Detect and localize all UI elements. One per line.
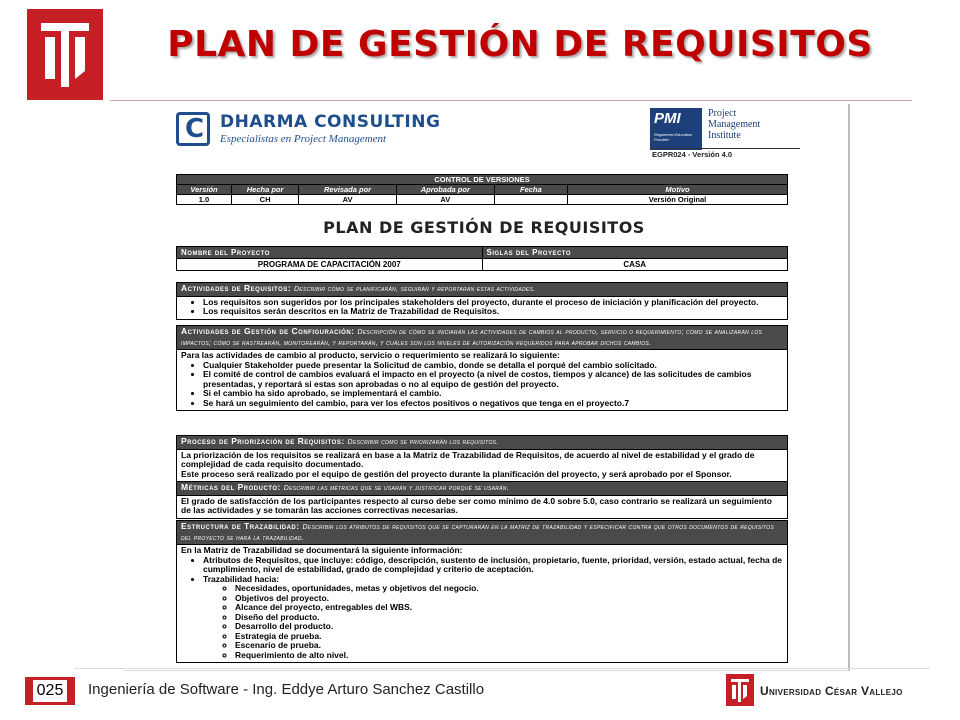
ucv-shield-icon xyxy=(27,9,103,100)
header-divider xyxy=(650,148,800,149)
plan-title: PLAN DE GESTIÓN DE REQUISITOS xyxy=(323,218,645,237)
slide-title: PLAN DE GESTIÓN DE REQUISITOS xyxy=(167,24,873,65)
list-item: • Los requisitos son sugeridos por los principales stakeholders del proyecto, durante el proceso de iniciación y planificación del proyecto. xyxy=(203,298,783,308)
list-item: • Atributos de Requisitos, que incluye: código, descripción, sustento de inclusión, propietario, fuente, prioridad, versión, estado actual, fecha de cumplimiento, nivel de estabilidad, grado de complejidad y criterio de aceptación. xyxy=(203,556,783,575)
versions-title: CONTROL DE VERSIONES xyxy=(177,175,788,185)
list-item: • El comité de control de cambios evaluará el impacto en el proyecto (a nivel de costos, tiempos y alcance) de las solicitudes de cambios presentadas, y reportará si estas son aprobadas o no al equipo de gestión del proyecto. xyxy=(203,370,783,389)
section-paragraph: La priorización de los requisitos se realizará en base a la Matriz de Trazabilidad de Requisitos, de acuerdo al nivel de estabilidad y el grado de complejidad de cada requisito documentado. xyxy=(181,449,755,469)
list-item: • Cualquier Stakeholder puede presentar la Solicitud de cambio, donde se detalla el porqué del cambio solicitado. xyxy=(203,361,783,371)
versions-header: Fecha xyxy=(494,185,567,195)
versions-cell: AV xyxy=(396,195,494,205)
versions-cell: Versión Original xyxy=(568,195,788,205)
section-subtitle: Describir los atributos de requisitos que se capturarán en la matriz de trazabilidad y especificar contra que otros documentos de requisitos del proyecto se hará la trazabilidad. xyxy=(181,524,775,542)
ucv-footer-logo xyxy=(726,674,932,708)
pmi-name-line: Management xyxy=(708,119,761,130)
section-paragraph: Este proceso será realizado por el equipo de gestión del proyecto durante la planificación del proyecto, y será aprobado por el Sponsor. xyxy=(181,468,732,479)
section-subtitle: Descripción de cómo se iniciarán las actividades de cambios al producto, servicio o requerimiento; cómo se analizarán los impactos; cómo se rastrearán, monitorearán, y reportarán, y cuáles son los niveles de autorización requeridos para aprobar dichos cambios. xyxy=(181,329,763,347)
document-code: EGPR024 - Versión 4.0 xyxy=(652,150,733,159)
pmi-mark-icon xyxy=(650,108,702,150)
section-title: Estructura de Trazabilidad: xyxy=(181,521,300,531)
page-number-text: 025 xyxy=(33,680,68,702)
versions-header: Hecha por xyxy=(231,185,298,195)
sub-list-item: ◦ Escenario de prueba. xyxy=(235,641,783,651)
sub-list-item: ◦ Desarrollo del producto. xyxy=(235,622,783,632)
section-subtitle: Describir las métricas que se usarán y justificar porqué se usarán. xyxy=(283,485,509,492)
page-number xyxy=(25,677,75,705)
versions-cell xyxy=(494,195,567,205)
title-divider xyxy=(110,100,912,101)
section-subtitle: Describir como se priorizarán los requisitos. xyxy=(347,439,499,446)
section-paragraph: El grado de satisfacción de los participantes respecto al curso debe ser como mínimo de 4.0 sobre 5.0, caso contrario se realizará un seguimiento de las actividades y se tomarán las acciones correctivas necesarias. xyxy=(181,495,772,515)
list-item: • Trazabilidad hacia: xyxy=(203,575,783,585)
sub-list-item: ◦ Diseño del producto. xyxy=(235,613,783,623)
section-prioritization xyxy=(176,435,788,482)
versions-header: Revisada por xyxy=(299,185,397,195)
ucv-small-shield-svg xyxy=(726,674,754,706)
footer-divider xyxy=(74,668,930,669)
project-name: PROGRAMA DE CAPACITACIÓN 2007 xyxy=(177,259,483,271)
section-title: Actividades de Gestión de Configuración: xyxy=(181,326,355,336)
pmi-mark-text: PMI xyxy=(654,110,681,127)
project-table xyxy=(176,246,788,271)
section-metrics xyxy=(176,481,788,519)
versions-table xyxy=(176,174,788,205)
section-configuration xyxy=(176,325,788,411)
company-name: DHARMA CONSULTING xyxy=(220,112,441,132)
sub-list-item: ◦ Alcance del proyecto, entregables del WBS. xyxy=(235,603,783,613)
section-requirements-activities xyxy=(176,282,788,320)
sub-list-item: ◦ Requerimiento de alto nivel. xyxy=(235,651,783,661)
pmi-name-line: Institute xyxy=(708,130,741,141)
section-title: Actividades de Requisitos: xyxy=(181,283,292,293)
sub-list-item: ◦ Necesidades, oportunidades, metas y objetivos del negocio. xyxy=(235,584,783,594)
company-tagline: Especialistas en Project Management xyxy=(220,133,387,145)
section-subtitle: Describir cómo se planificarán, seguirán y reportarán estas actividades. xyxy=(293,286,536,293)
pmi-mark-sub: Registered Education Provider xyxy=(654,132,693,142)
ucv-logo xyxy=(27,9,103,100)
versions-cell: AV xyxy=(299,195,397,205)
section-traceability xyxy=(176,520,788,663)
project-abbr-header: Siglas del Proyecto xyxy=(482,247,788,259)
versions-cell: 1.0 xyxy=(177,195,232,205)
list-item: • Los requisitos serán descritos en la Matriz de Trazabilidad de Requisitos. xyxy=(203,307,783,317)
sub-list-item: ◦ Estrategia de prueba. xyxy=(235,632,783,642)
section-paragraph: En la Matriz de Trazabilidad se documentará la siguiente información: xyxy=(181,545,463,555)
sub-list-item: ◦ Objetivos del proyecto. xyxy=(235,594,783,604)
project-abbr: CASA xyxy=(482,259,788,271)
section-paragraph: Para las actividades de cambio al producto, servicio o requerimiento se realizará lo siguiente: xyxy=(181,350,560,360)
versions-header: Motivo xyxy=(568,185,788,195)
dharma-logo xyxy=(176,112,476,148)
project-name-header: Nombre del Proyecto xyxy=(177,247,483,259)
versions-header: Aprobada por xyxy=(396,185,494,195)
university-name: Universidad César Vallejo xyxy=(760,684,903,698)
section-title: Métricas del Producto: xyxy=(181,482,281,492)
pmi-name xyxy=(708,108,760,141)
versions-cell: CH xyxy=(231,195,298,205)
dharma-c-icon xyxy=(176,112,210,146)
document-image xyxy=(124,104,850,671)
list-item: • Se hará un seguimiento del cambio, para ver los efectos positivos o negativos que tenga en el proyecto.7 xyxy=(203,399,783,409)
versions-header: Versión xyxy=(177,185,232,195)
section-title: Proceso de Priorización de Requisitos: xyxy=(181,436,345,446)
footer-text: Ingeniería de Software - Ing. Eddye Arturo Sanchez Castillo xyxy=(88,681,485,698)
ucv-small-shield-icon xyxy=(726,674,754,706)
list-item: • Si el cambio ha sido aprobado, se implementará el cambio. xyxy=(203,389,783,399)
pmi-name-line: Project xyxy=(708,108,737,119)
